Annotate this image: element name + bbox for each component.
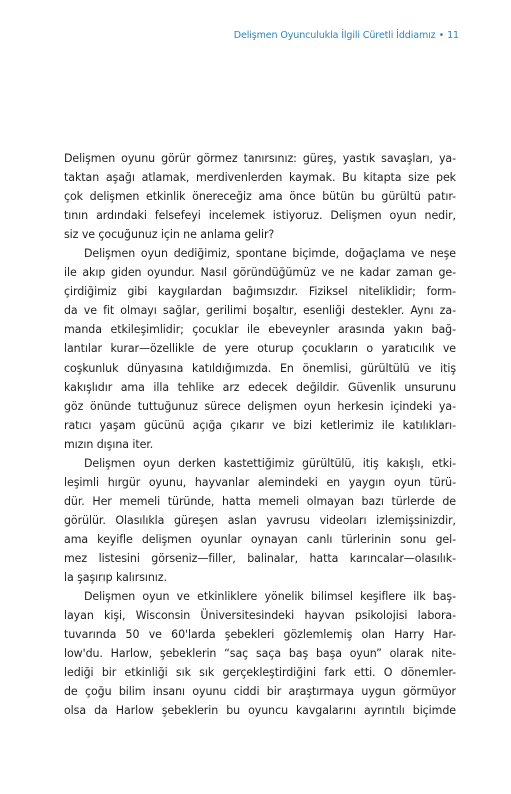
text-line: Delişmen oyun ve etkinliklere yönelik bilimsel keşiflere ilk baş- (84, 590, 456, 604)
body-text (64, 149, 456, 720)
text-line: Delişmen oyunu görür görmez tanırsınız: güreş, yastık savaşları, ya- (64, 152, 456, 165)
text-line: kakışlıdır ama illa tehlike arz edecek değildir. Güvenlik unsurunu (64, 380, 456, 394)
text-line: dür. Her memeli türünde, hatta memeli olmayan bazı türlerde de (64, 494, 456, 508)
paragraph (64, 149, 456, 244)
text-line: low'du. Harlow, şebeklerin “saç saça baş başa oyun” olarak nite- (64, 647, 456, 661)
text-line: lediği bir etkinliği sık sık gerçekleştirdiğini fark etti. O dönemler- (64, 666, 456, 680)
paragraph (64, 244, 456, 454)
header-separator: • (438, 30, 445, 41)
text-line: ile akıp giden oyundur. Nasıl göründüğümüz ve ne kadar zaman ge- (64, 266, 456, 280)
text-line: ratıcı yaşam gücünü açığa çıkarır ve bizi ketlerimiz ile katılıkları- (64, 418, 456, 432)
text-line: lantılar kurar—özellikle de yere oturup çocukların o yaratıcılık ve (64, 342, 456, 356)
text-line: ama keyifle delişmen oyunlar oynayan canlı türlerinin sonu gel- (64, 532, 456, 546)
text-line: görülür. Olasılıkla güreşen aslan yavrusu videoları izlemişsinizdir, (64, 513, 456, 527)
text-line: da ve fit olmayı sağlar, gerilimi boşaltır, esenliği destekler. Aynı za- (64, 304, 456, 318)
text-line: mez listesini görseniz—filler, balinalar, hatta karıncalar—olasılık- (64, 551, 456, 565)
text-line: Delişmen oyun dediğimiz, spontane biçimde, doğaçlama ve neşe (84, 247, 456, 261)
text-line: siz ve çocuğunuz için ne anlama gelir? (64, 228, 275, 242)
running-title: Delişmen Oyunculukla İlgili Cüretli İddiamız (233, 30, 436, 41)
text-line: çirdiğimiz gibi kaygılardan bağımsızdır. Fiziksel niteliklidir; form- (64, 285, 456, 299)
running-header (234, 30, 459, 41)
text-line: mızın dışına iter. (64, 437, 154, 451)
paragraph (64, 587, 456, 720)
text-line: tuvarında 50 ve 60'larda şebekleri gözlemlemiş olan Harry Har- (64, 628, 456, 642)
text-line: layan kişi, Wisconsin Üniversitesindeki hayvan psikolojisi labora- (64, 609, 456, 623)
text-line: tının ardındaki felsefeyi incelemek istiyoruz. Delişmen oyun nedir, (64, 209, 456, 223)
text-line: coşkunluk dünyasına katıldığımızda. En önemlisi, gürültülü ve itiş (64, 361, 456, 375)
text-line: la şaşırıp kalırsınız. (64, 571, 167, 585)
text-line: leşimli hırgür oyunu, hayvanlar alemindeki en yaygın oyun türü- (64, 475, 456, 489)
text-line: çok delişmen etkinlik önereceğiz ama önce bütün bu gürültü patır- (64, 190, 456, 204)
text-line: manda etkileşimlidir; çocuklar ile ebeveynler arasında yakın bağ- (64, 323, 456, 337)
text-line: de çoğu bilim insanı oyunu ciddi bir araştırmaya uygun görmüyor (64, 685, 456, 699)
text-line: taktan aşağı atlamak, merdivenlerden kaymak. Bu kitapta size pek (64, 171, 456, 185)
paragraph (64, 454, 456, 587)
page-number: 11 (447, 30, 459, 41)
text-line: Delişmen oyun derken kastettiğimiz gürültülü, itiş kakışlı, etki- (84, 456, 456, 470)
text-line: olsa da Harlow şebeklerin bu oyuncu kavgalarını ayrıntılı biçimde (64, 704, 456, 718)
text-line: göz önünde tuttuğunuz sürece delişmen oyun herkesin içindeki ya- (64, 399, 456, 413)
